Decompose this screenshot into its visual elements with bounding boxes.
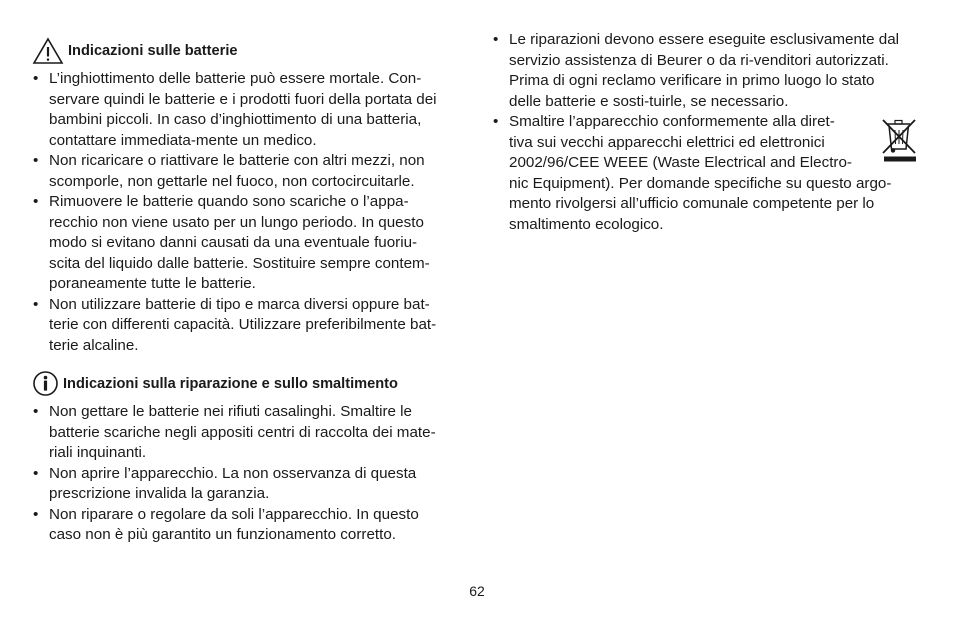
list-item bbox=[32, 295, 437, 357]
list-item bbox=[492, 112, 899, 235]
right-bullet-list bbox=[492, 30, 899, 235]
text-line: Le riparazioni devono essere eseguite esclusivamente dal bbox=[509, 31, 900, 48]
list-item bbox=[32, 464, 436, 505]
text-line: caso non è più garantito un funzionamento corretto. bbox=[49, 526, 397, 543]
bullet: • bbox=[33, 295, 39, 313]
bullet: • bbox=[33, 70, 39, 87]
repair-section-heading bbox=[32, 370, 398, 397]
text-line: recchio non viene usato per un lungo periodo. In questo bbox=[49, 213, 424, 231]
text-line: poraneamente tutte le batterie. bbox=[49, 275, 256, 292]
text-line: terie con differenti capacità. Utilizzare preferibilmente bat- bbox=[49, 316, 437, 333]
bullet: • bbox=[33, 464, 39, 482]
text-line: 2002/96/CEE WEEE (Waste Electrical and Electro- bbox=[509, 154, 852, 171]
info-circle-icon bbox=[32, 370, 59, 397]
warning-triangle-icon bbox=[32, 37, 64, 65]
text-line: mento rivolgersi all’ufficio comunale competente per lo bbox=[509, 195, 875, 212]
list-item bbox=[32, 192, 437, 295]
text-line: Prima di ogni reclamo verificare in primo luogo lo stato bbox=[509, 72, 875, 89]
bullet: • bbox=[33, 403, 39, 420]
text-line: bambini piccoli. In caso d’inghiottimento di una batteria, bbox=[49, 111, 422, 128]
repair-section-title: Indicazioni sulla riparazione e sullo smaltimento bbox=[63, 375, 398, 392]
list-item bbox=[32, 69, 437, 151]
battery-bullet-list bbox=[32, 69, 437, 356]
text-line: Non riparare o regolare da soli l’apparecchio. In questo bbox=[49, 505, 419, 523]
text-line: Non ricaricare o riattivare le batterie con altri mezzi, non bbox=[49, 152, 425, 169]
list-item bbox=[32, 402, 436, 464]
bullet: • bbox=[33, 152, 39, 169]
text-line: nic Equipment). Per domande specifiche su questo argo- bbox=[509, 174, 892, 192]
bullet: • bbox=[33, 193, 39, 210]
text-line: prescrizione invalida la garanzia. bbox=[49, 485, 270, 502]
page-number: 62 bbox=[469, 583, 485, 599]
text-line: contattare immediata-mente un medico. bbox=[49, 131, 317, 149]
text-line: modo si evitano danni causati da una eventuale fuoriu- bbox=[49, 234, 418, 251]
list-item bbox=[492, 30, 899, 112]
text-line: smaltimento ecologico. bbox=[509, 215, 664, 233]
text-line: Non gettare le batterie nei rifiuti casalinghi. Smaltire le bbox=[49, 403, 412, 420]
text-line: scita del liquido dalle batterie. Sostituire sempre contem- bbox=[49, 254, 430, 272]
text-line: terie alcaline. bbox=[49, 336, 139, 354]
text-line: riali inquinanti. bbox=[49, 444, 147, 461]
text-line: scomporle, non gettarle nel fuoco, non cortocircuitarle. bbox=[49, 172, 415, 190]
text-line: Non aprire l’apparecchio. La non osservanza di questa bbox=[49, 464, 417, 482]
bullet: • bbox=[33, 505, 39, 523]
bullet: • bbox=[493, 31, 499, 48]
repair-bullet-list bbox=[32, 402, 436, 546]
text-line: tiva sui vecchi apparecchi elettrici ed elettronici bbox=[509, 133, 825, 151]
text-line: Smaltire l’apparecchio conformemente alla diret- bbox=[509, 113, 835, 130]
battery-section-title: Indicazioni sulle batterie bbox=[68, 43, 238, 59]
text-line: Non utilizzare batterie di tipo e marca diversi oppure bat- bbox=[49, 295, 430, 313]
text-line: servare quindi le batterie e i prodotti fuori della portata dei bbox=[49, 90, 437, 108]
text-line: batterie scariche negli appositi centri di raccolta dei mate- bbox=[49, 423, 436, 441]
list-item bbox=[32, 151, 437, 192]
battery-section-heading bbox=[32, 37, 238, 65]
text-line: servizio assistenza di Beurer o da ri-venditori autorizzati. bbox=[509, 51, 889, 69]
text-line: Rimuovere le batterie quando sono scariche o l’appa- bbox=[49, 193, 409, 210]
bullet: • bbox=[493, 113, 499, 130]
list-item bbox=[32, 505, 436, 546]
text-line: L’inghiottimento delle batterie può essere mortale. Con- bbox=[49, 70, 422, 87]
text-line: delle batterie e sosti-tuirle, se necessario. bbox=[509, 92, 789, 110]
crossed-out-wheelie-bin-icon bbox=[880, 117, 920, 163]
